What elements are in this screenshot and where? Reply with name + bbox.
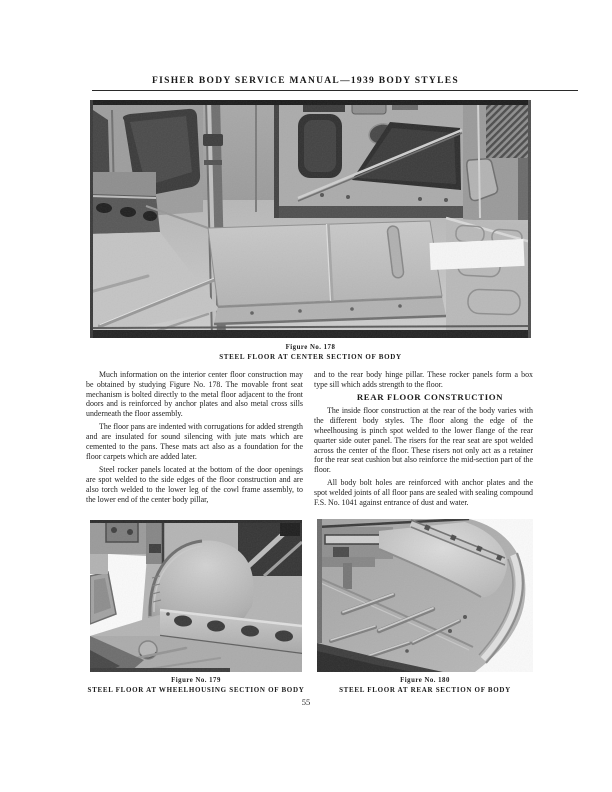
paragraph: The inside floor construction at the rear of the body varies with the different body styles. The floor along the edge of the wheelhousing is pinch spot welded to the lower flange of the rear quarter side outer panel. The risers for the rear seat are spot welded across the center of the floor. These risers not only act as a retainer for the rear seat cushion but also reinforce the mid-section part of the floor. bbox=[314, 406, 533, 475]
header-rule bbox=[92, 90, 578, 91]
paragraph: Much information on the interior center floor construction may be obtained by studying Figure No. 178. The movable front seat mechanism is bolted directly to the metal floor adjacent to the front doors and is reinforced by anchor plates and also metal cross sills underneath the floor assembly. bbox=[86, 370, 303, 419]
right-column bbox=[314, 370, 533, 511]
left-column bbox=[86, 370, 303, 508]
figure-179-label: Figure No. 179 bbox=[171, 677, 221, 684]
figure-179-caption bbox=[74, 677, 318, 694]
figure-178-label: Figure No. 178 bbox=[285, 344, 336, 351]
figure-180-title: STEEL FLOOR AT REAR SECTION OF BODY bbox=[339, 685, 511, 694]
figure-178-photo bbox=[90, 100, 531, 338]
figure-179-title: STEEL FLOOR AT WHEELHOUSING SECTION OF BODY bbox=[87, 685, 305, 694]
page-header: FISHER BODY SERVICE MANUAL—1939 BODY STYLES bbox=[152, 76, 459, 86]
paragraph: Steel rocker panels located at the bottom of the door openings are spot welded to the side edges of the floor construction and are also torch welded to the lower leg of the cowl frame assembly, to the lower end of the center body pillar, bbox=[86, 465, 303, 504]
figure-180-caption bbox=[309, 677, 541, 694]
figure-178-title: STEEL FLOOR AT CENTER SECTION OF BODY bbox=[219, 352, 402, 361]
paragraph: The floor pans are indented with corrugations for added strength and are insulated for sound silencing with jute mats which are cemented to the pans. These mats act also as a foundation for the floor carpets which are added later. bbox=[86, 422, 303, 461]
section-heading-rear-floor-construction: REAR FLOOR CONSTRUCTION bbox=[356, 392, 504, 403]
page-number: 55 bbox=[301, 697, 311, 707]
figure-180-label: Figure No. 180 bbox=[400, 677, 450, 684]
figure-179-photo bbox=[90, 520, 302, 672]
paragraph: All body bolt holes are reinforced with anchor plates and the spot welded joints of all floor pans are sealed with sealing compound F.S. No. 1041 against entrance of dust and water. bbox=[314, 478, 533, 508]
figure-180-photo bbox=[317, 519, 533, 672]
paragraph-continuation: and to the rear body hinge pillar. These rocker panels form a box type sill which adds strength to the floor. bbox=[314, 370, 533, 389]
figure-178-caption bbox=[90, 344, 531, 361]
